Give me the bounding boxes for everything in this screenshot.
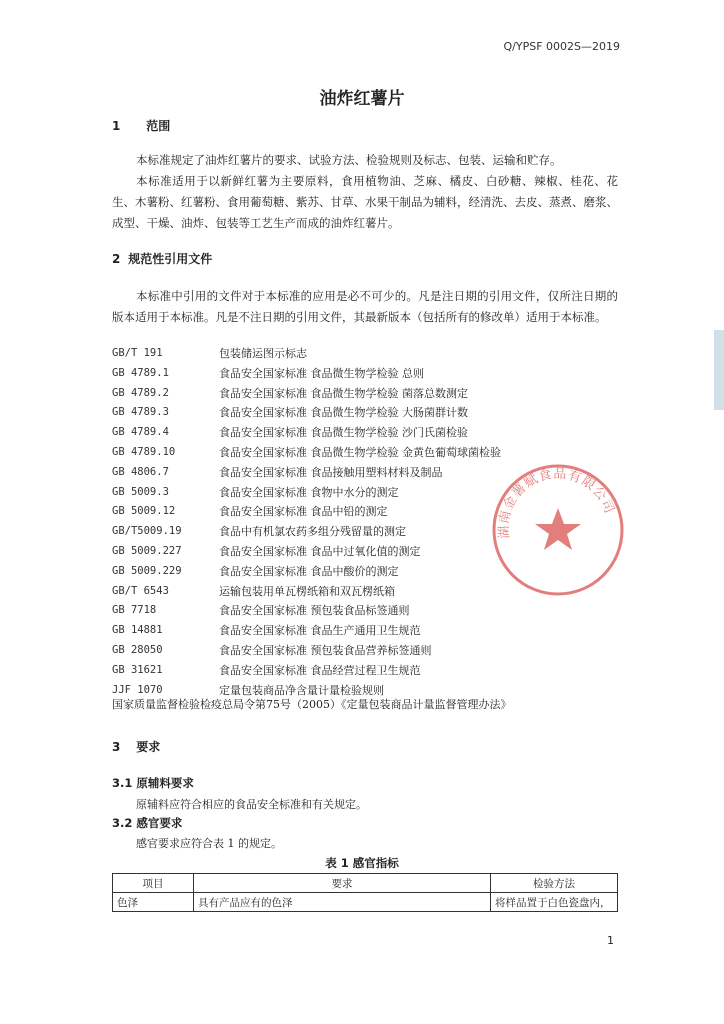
- reference-title: 运输包装用单瓦楞纸箱和双瓦楞纸箱: [219, 584, 395, 598]
- reference-title: 食品安全国家标准 食品接触用塑料材料及制品: [219, 465, 443, 479]
- reference-title: 食品安全国家标准 食品微生物学检验 金黄色葡萄球菌检验: [219, 445, 501, 459]
- section-title: 范围: [146, 119, 171, 133]
- subsection-heading-raw-materials: [112, 775, 194, 791]
- section-number: 1: [112, 119, 121, 133]
- subsection-number: 3.1: [112, 776, 133, 790]
- reference-item: [112, 364, 632, 384]
- reference-code: GB 7718: [112, 604, 157, 617]
- reference-title: 食品安全国家标准 食品生产通用卫生规范: [219, 624, 421, 638]
- reference-item: [112, 344, 632, 364]
- reference-title: 食品安全国家标准 食品经营过程卫生规范: [219, 663, 421, 677]
- table-row: [113, 893, 618, 912]
- reference-code: GB 31621: [112, 663, 163, 676]
- reference-code: GB 4789.3: [112, 406, 169, 419]
- table-caption: 表 1 感官指标: [325, 856, 399, 870]
- subsection-number: 3.2: [112, 816, 133, 830]
- table-header: 要求: [194, 874, 491, 893]
- reference-item: [112, 661, 632, 681]
- reference-code: GB 14881: [112, 624, 163, 637]
- reference-code: GB 5009.227: [112, 544, 182, 557]
- table-header-row: [113, 874, 618, 893]
- reference-title: 食品安全国家标准 食物中水分的测定: [219, 485, 399, 499]
- page-number: 1: [607, 934, 614, 947]
- document-title: 油炸红薯片: [319, 89, 405, 109]
- table-cell: 具有产品应有的色泽: [194, 893, 491, 912]
- reference-code: GB/T5009.19: [112, 525, 182, 538]
- reference-item: [112, 601, 632, 621]
- table-header: 检验方法: [491, 874, 618, 893]
- seal-text: 湖南金薯赋食品有限公司: [496, 466, 617, 540]
- reference-title: 食品安全国家标准 食品中过氧化值的测定: [219, 544, 421, 558]
- company-seal-icon: [488, 460, 628, 600]
- reference-item: [112, 621, 632, 641]
- reference-code: GB 5009.12: [112, 505, 176, 518]
- reference-code: GB 4789.10: [112, 445, 176, 458]
- reference-title: 食品安全国家标准 食品微生物学检验 菌落总数测定: [219, 386, 468, 400]
- edge-mark-icon: [712, 330, 724, 410]
- raw-materials-text: 原辅料应符合相应的食品安全标准和有关规定。: [136, 798, 367, 811]
- reference-note: 国家质量监督检验检疫总局令第75号（2005）《定量包装商品计量监督管理办法》: [112, 698, 512, 711]
- section-number: 2: [112, 252, 121, 266]
- section-number: 3: [112, 740, 121, 754]
- reference-code: GB/T 191: [112, 347, 163, 359]
- subsection-heading-sensory: [112, 815, 182, 831]
- sensory-table: [112, 873, 618, 912]
- table-cell: 色泽: [113, 893, 194, 912]
- reference-code: GB 28050: [112, 643, 163, 656]
- reference-title: 定量包装商品净含量计量检验规则: [219, 683, 384, 697]
- reference-title: 食品安全国家标准 食品中铅的测定: [219, 505, 388, 519]
- reference-code: JJF 1070: [112, 683, 163, 696]
- sensory-text: 感官要求应符合表 1 的规定。: [136, 837, 282, 850]
- reference-title: 包装储运图示标志: [219, 347, 307, 360]
- reference-title: 食品安全国家标准 食品中酸价的测定: [219, 564, 399, 578]
- reference-title: 食品安全国家标准 食品微生物学检验 总则: [219, 366, 424, 380]
- reference-title: 食品安全国家标准 食品微生物学检验 大肠菌群计数: [219, 406, 468, 420]
- reference-title: 食品安全国家标准 预包装食品标签通则: [219, 604, 410, 618]
- reference-item: [112, 384, 632, 404]
- section-heading-scope: [112, 117, 170, 134]
- reference-item: [112, 641, 632, 661]
- reference-title: 食品安全国家标准 食品微生物学检验 沙门氏菌检验: [219, 426, 468, 440]
- subsection-title: 原辅料要求: [136, 776, 194, 790]
- section-title: 要求: [136, 740, 161, 754]
- section-heading-requirements: [112, 738, 160, 755]
- reference-code: GB 4789.4: [112, 426, 169, 439]
- document-code: Q/YPSF 0002S—2019: [503, 40, 620, 53]
- reference-code: GB 5009.3: [112, 485, 169, 498]
- reference-item: [112, 423, 632, 443]
- reference-code: GB 5009.229: [112, 564, 182, 577]
- section-title: 规范性引用文件: [128, 252, 213, 266]
- table-header: 项目: [113, 874, 194, 893]
- reference-code: GB/T 6543: [112, 584, 169, 597]
- section-heading-references: [112, 250, 212, 267]
- reference-title: 食品安全国家标准 预包装食品营养标签通则: [219, 643, 432, 657]
- reference-code: GB 4806.7: [112, 465, 169, 478]
- scope-paragraph-1: 本标准规定了油炸红薯片的要求、试验方法、检验规则及标志、包装、运输和贮存。: [136, 153, 562, 167]
- scope-paragraph-2: 本标准适用于以新鲜红薯为主要原料，食用植物油、芝麻、橘皮、白砂糖、辣椒、桂花、花生、木薯粉、红薯粉、食用葡萄糖、紫苏、甘草、水果干制品为辅料，经清洗、去皮、蒸煮、磨浆、成型、干燥、油炸、包装等工艺生产而成的油炸红薯片。: [112, 174, 618, 230]
- reference-code: GB 4789.2: [112, 386, 169, 399]
- reference-code: GB 4789.1: [112, 366, 169, 379]
- references-intro: 本标准中引用的文件对于本标准的应用是必不可少的。凡是注日期的引用文件，仅所注日期的版本适用于本标准。凡是不注日期的引用文件，其最新版本（包括所有的修改单）适用于本标准。: [112, 289, 618, 324]
- subsection-title: 感官要求: [136, 816, 183, 830]
- reference-item: [112, 403, 632, 423]
- reference-title: 食品中有机氯农药多组分残留量的测定: [219, 525, 406, 539]
- table-cell: 将样品置于白色瓷盘内，: [491, 893, 618, 912]
